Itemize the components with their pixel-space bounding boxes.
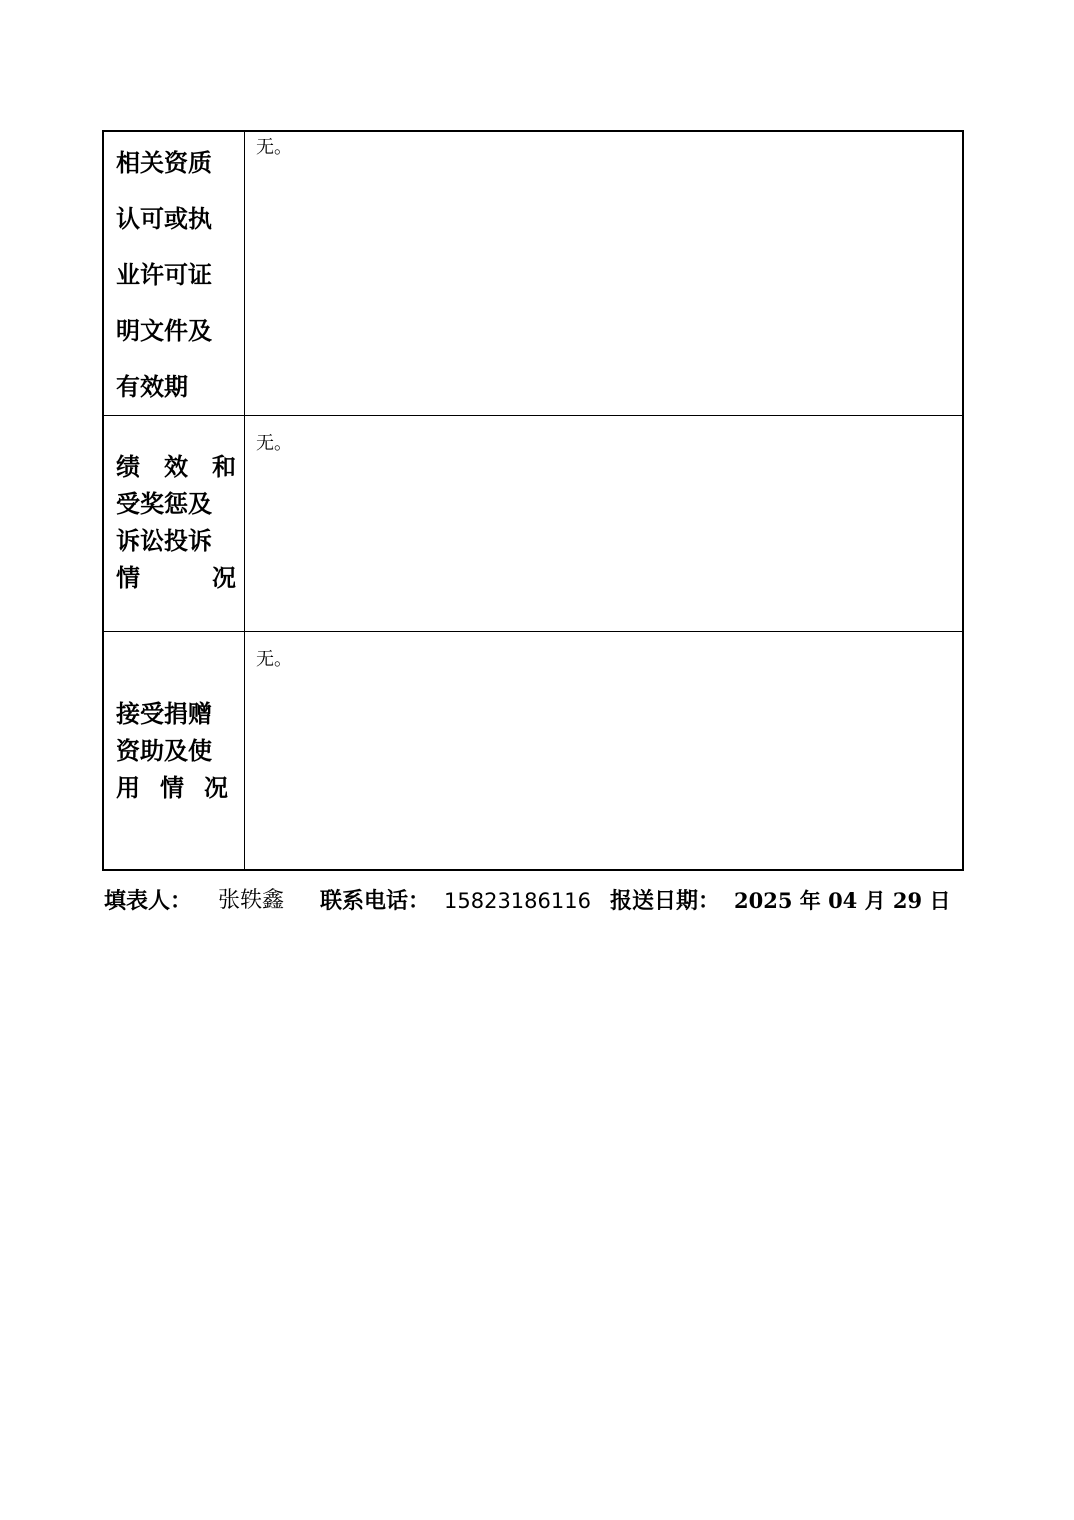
value-cell-donation[interactable]: [245, 632, 962, 869]
label-line-spread: [116, 563, 236, 593]
value-cell-performance[interactable]: [245, 416, 962, 631]
label-char: 效: [164, 452, 188, 481]
label-line: 资助及使: [116, 736, 212, 765]
value-text: 无。: [256, 137, 292, 158]
table-row-performance: [104, 416, 962, 632]
label-line-spread: [116, 773, 228, 803]
label-cell-donation: [104, 632, 245, 869]
label-char: 用: [116, 773, 140, 802]
info-table: [102, 130, 964, 871]
label-line: 有效期: [116, 372, 188, 401]
label-char: 绩: [116, 452, 140, 481]
label-cell-performance: [104, 416, 245, 631]
label-line-spread: [116, 452, 236, 482]
value-text: 无。: [256, 433, 292, 454]
label-line: 认可或执: [116, 204, 212, 233]
label-char: 况: [212, 563, 236, 592]
table-row-qualification: [104, 132, 962, 416]
phone-label: 联系电话：: [320, 888, 431, 914]
filler-label: 填表人：: [104, 888, 193, 914]
phone-value: 15823186116: [444, 889, 591, 913]
date-label: 报送日期：: [610, 888, 721, 914]
filler-name: 张轶鑫: [218, 888, 285, 913]
label-line: 业许可证: [116, 260, 212, 289]
label-line: 相关资质: [116, 148, 212, 177]
date-value: 2025 年 04 月 29 日: [734, 888, 951, 913]
label-line: 接受捐赠: [116, 699, 212, 728]
label-char: 况: [204, 773, 228, 802]
label-char: 情: [116, 563, 140, 592]
value-text: 无。: [256, 649, 292, 670]
label-cell-qualification: [104, 132, 245, 415]
label-char: 和: [212, 452, 236, 481]
label-line: 诉讼投诉: [116, 526, 212, 555]
label-line: 受奖惩及: [116, 489, 212, 518]
label-line: 明文件及: [116, 316, 212, 345]
table-row-donation: [104, 632, 962, 869]
footer: [104, 885, 964, 917]
value-cell-qualification[interactable]: [245, 132, 962, 415]
label-char: 情: [160, 773, 184, 802]
